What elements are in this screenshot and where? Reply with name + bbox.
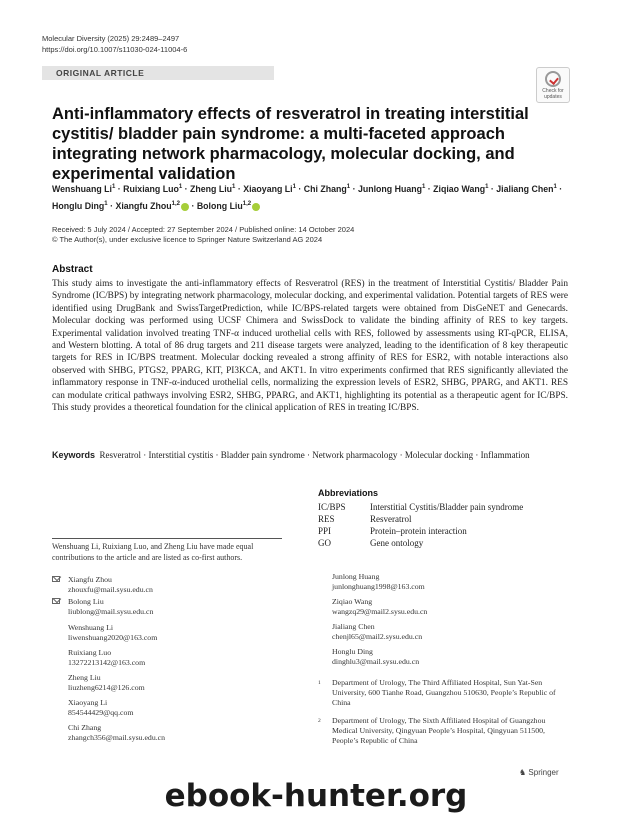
contact-email[interactable]: chenjl65@mail2.sysu.edu.cn [332, 632, 423, 641]
author-affiliation-mark: 1,2 [242, 200, 252, 207]
article-title: Anti-inflammatory effects of resveratrol in treating interstitial cystitis/ bladder pain syndrome: a multi-faceted approach integrating network pharmacology, molecular docking, and experimental validation [52, 105, 529, 183]
springer-horse-icon: ♞ [519, 768, 527, 777]
footnote-divider [52, 538, 282, 539]
author-affiliation-mark: 1 [292, 184, 296, 190]
abbreviation-row [318, 513, 523, 525]
contact-name: Honglu Ding [332, 647, 373, 656]
author-name[interactable]: Ruixiang Luo [123, 183, 179, 194]
abbreviation-definition: Protein–protein interaction [370, 526, 467, 536]
journal-header [42, 33, 187, 55]
keywords-label: Keywords [52, 450, 96, 460]
author-affiliation-mark: 1 [485, 184, 489, 190]
contact-entry [332, 572, 568, 592]
contact-email[interactable]: 854544429@qq.com [68, 708, 134, 717]
check-updates-icon [545, 71, 561, 87]
check-for-updates-button[interactable] [536, 67, 570, 103]
abbreviation-row [318, 537, 523, 549]
contact-name: Bolong Liu [68, 597, 104, 606]
watermark: ebook-hunter.org [164, 778, 468, 814]
contact-name: Zheng Liu [68, 673, 101, 682]
orcid-icon[interactable] [181, 203, 189, 211]
author-name[interactable]: Honglu Ding [52, 200, 105, 211]
author-name[interactable]: Junlong Huang [357, 183, 422, 194]
author-name[interactable]: Chi Zhang [303, 183, 347, 194]
envelope-icon [52, 598, 60, 604]
publisher-name: Springer [528, 768, 559, 777]
author-name[interactable]: Zheng Liu [190, 183, 233, 194]
contact-entry [52, 723, 302, 743]
orcid-icon[interactable] [252, 203, 260, 211]
contact-email[interactable]: dinghlu3@mail.sysu.edu.cn [332, 657, 420, 666]
author-affiliation-mark: 1 [421, 184, 426, 190]
abbreviations-table [318, 501, 523, 549]
contact-entry [52, 648, 302, 668]
author-affiliation-mark: 1 [104, 200, 108, 207]
author-affiliation-mark: 1 [553, 184, 557, 190]
contact-entry [52, 698, 302, 718]
affiliation-number: 1 [318, 680, 321, 686]
contact-entry [332, 647, 568, 667]
contact-entry [52, 673, 302, 693]
author-affiliation-mark: 1 [232, 184, 236, 190]
affiliation [318, 716, 564, 746]
author-name[interactable]: Jialiang Chen [496, 183, 554, 194]
author-name[interactable]: Bolong Liu [196, 200, 243, 211]
publisher-logo [519, 768, 559, 777]
contact-name: Ruixiang Luo [68, 648, 112, 657]
abstract-text: This study aims to investigate the anti-inflammatory effects of Resveratrol (RES) in the treatment of Interstitial Cystitis/ Bladder Pain Syndrome (IC/BPS) by integrating network pharmacology, molecular docking, and experimental validation. Potential targets of RES were identified using DrugBank and SwissTargetPrediction, while IC/BPS-related targets were obtained from DisGeNET and Genecards. Molecular docking was performed using UCSF Chimera and SwissDock to validate the binding affinity of RES to key targets. Experimental validation involved treating TNF-α induced urothelial cells with RES, followed by assessments using RT-qPCR, ELISA, and Western blotting. A total of 86 drug targets and 211 disease targets were analyzed, leading to the identification of 8 key therapeutic targets for RES in IC/BPS treatment. Molecular docking revealed a strong affinity of RES for ESR2, with notable interactions also observed with SHBG, PTGS2, PPARG, KIT, PI3KCA, and AKT1. In vitro experiments confirmed that RES significantly alleviated the inflammatory response in TNF-α-induced urothelial cells, normalizing the expression levels of ESR2, SHBG, PPARG, and AKT1. RES can modulate critical pathways involving ESR2, SHBG, PPARG, and AKT1, highlighting its potential as a therapeutic agent for IC/BPS. This study provides a theoretical foundation for the clinical application of RES in treating IC/BPS. [52, 279, 568, 414]
abbreviation: PPI [318, 526, 332, 536]
abbreviation-row [318, 525, 523, 537]
abbreviation-definition: Resveratrol [370, 514, 412, 524]
article-type: ORIGINAL ARTICLE [56, 68, 145, 78]
doi-link[interactable]: https://doi.org/10.1007/s11030-024-11004-6 [42, 45, 188, 54]
author-name[interactable]: Xiaoyang Li [243, 183, 293, 194]
affiliation [318, 678, 564, 708]
contact-email[interactable]: liublong@mail.sysu.edu.cn [68, 607, 154, 616]
author-affiliation-mark: 1 [178, 184, 183, 190]
copyright: © The Author(s), under exclusive licence to Springer Nature Switzerland AG 2024 [52, 235, 323, 244]
affiliation-text: Department of Urology, The Third Affiliated Hospital, Sun Yat-Sen University, 600 Tianhe Road, Guangzhou 510630, People’s Republic of China [332, 678, 556, 707]
article-type-bar [42, 66, 274, 80]
abstract-heading: Abstract [52, 264, 93, 275]
history-dates: Received: 5 July 2024 / Accepted: 27 September 2024 / Published online: 14 October 2024 [52, 225, 355, 234]
envelope-icon [52, 576, 60, 582]
author-affiliation-mark: 1,2 [171, 200, 180, 207]
abbreviation: IC/BPS [318, 502, 346, 512]
contact-name: Wenshuang Li [68, 623, 114, 632]
abbreviations-heading: Abbreviations [318, 488, 379, 498]
contact-entry [52, 623, 302, 643]
contact-email[interactable]: zhouxfu@mail.sysu.edu.cn [68, 585, 153, 594]
contact-email[interactable]: junlonghuang1998@163.com [332, 582, 425, 591]
abbreviation-definition: Interstitial Cystitis/Bladder pain syndrome [370, 502, 524, 512]
abbreviation: RES [318, 514, 335, 524]
contact-name: Xiaoyang Li [68, 698, 108, 707]
check-updates-label: Check for updates [542, 88, 564, 100]
affiliation-text: Department of Urology, The Sixth Affiliated Hospital of Guangzhou Medical University, Qingyuan People’s Hospital, Qingyuan 511500, People’s Republic of China [332, 716, 546, 745]
contact-entry [332, 622, 568, 642]
contact-email[interactable]: liwenshuang2020@163.com [68, 633, 158, 642]
journal-citation: Molecular Diversity (2025) 29:2489–2497 [42, 34, 180, 43]
contact-name: Ziqiao Wang [332, 597, 373, 606]
contact-entry [332, 597, 568, 617]
contact-name: Xiangfu Zhou [68, 575, 112, 584]
author-name[interactable]: Wenshuang Li [52, 183, 112, 194]
contact-name: Chi Zhang [68, 723, 102, 732]
contact-entry [52, 575, 302, 595]
publication-dates [52, 225, 354, 245]
author-name[interactable]: Xiangfu Zhou [115, 200, 172, 211]
contact-email[interactable]: zhangch356@mail.sysu.edu.cn [68, 733, 166, 742]
abbreviation: GO [318, 538, 331, 548]
equal-contribution-note: Wenshuang Li, Ruixiang Luo, and Zheng Liu have made equal contributions to the article and are listed as co-first authors. [52, 542, 254, 562]
author-list: Wenshuang $Li^1$ · Ruixiang Luo$^1$ · Zheng Liu$^1$ · Xiaoyang $Li^1$ · Chi Zhang$^1$ · Junlong Huang$^1$ · Ziqiao Wang$^1$ · Jialiang Chen$^1$ · Honglu Ding$^1$ · Xiangfu Zhou$^{1,2}$ · Bolong Liu$^{1,2}$ [52, 183, 563, 211]
author-affiliation-mark: 1 [346, 184, 351, 190]
affiliation-number: 2 [318, 718, 321, 724]
contact-email[interactable]: 13272213142@163.com [68, 658, 146, 667]
author-affiliation-mark: 1 [111, 184, 116, 190]
contact-email[interactable]: liuzheng6214@126.com [68, 683, 145, 692]
contact-name: Jialiang Chen [332, 622, 375, 631]
abbreviation-definition: Gene ontology [370, 538, 424, 548]
contact-email[interactable]: wangzq29@mail2.sysu.edu.cn [332, 607, 428, 616]
contact-name: Junlong Huang [332, 572, 380, 581]
author-name[interactable]: Ziqiao Wang [433, 183, 486, 194]
contact-entry [52, 597, 302, 617]
keywords-text: Resveratrol · Interstitial cystitis · Bladder pain syndrome · Network pharmacology · Molecular docking · Inflammation [99, 450, 530, 460]
abbreviation-row [318, 501, 523, 513]
keywords [52, 449, 568, 461]
